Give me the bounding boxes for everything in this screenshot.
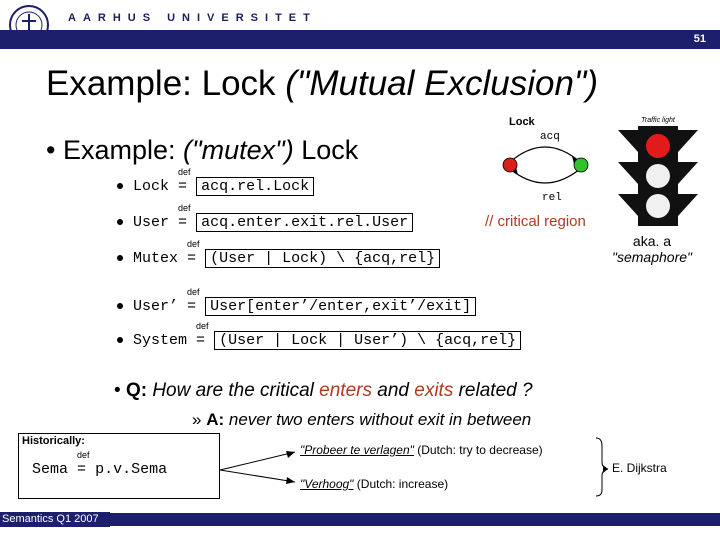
bullet-dot bbox=[117, 255, 123, 261]
rel-transition bbox=[510, 169, 580, 183]
verhoog-quote: "Verhoog" bbox=[300, 477, 354, 491]
acq-transition bbox=[510, 147, 580, 162]
def-rhs: acq.rel.Lock bbox=[196, 177, 314, 196]
main-bullet: • Example: ("mutex") Lock bbox=[46, 135, 359, 165]
brace bbox=[596, 438, 608, 496]
def-lock bbox=[117, 167, 314, 195]
university-name: AARHUS UNIVERSITET bbox=[68, 12, 317, 24]
def-symbol: def = bbox=[196, 321, 209, 349]
q-text1: How are the critical bbox=[147, 380, 320, 401]
rhs-rel: $\overline{rel}$ bbox=[336, 214, 364, 231]
a-text: never two enters without exit in between bbox=[224, 410, 532, 429]
rhs-user: .User bbox=[363, 214, 409, 231]
arrow-to-probeer bbox=[220, 452, 295, 470]
acq-label: acq bbox=[540, 131, 560, 143]
probeer-note: (Dutch: try to decrease) bbox=[413, 443, 543, 457]
verhoog-line bbox=[300, 477, 448, 491]
def-symbol: def = bbox=[187, 239, 200, 267]
header-band bbox=[0, 30, 720, 49]
def-system bbox=[117, 321, 521, 349]
question-line: • Q: How are the critical enters and exits related ? bbox=[114, 380, 533, 401]
bullet-paren: ("mutex") bbox=[183, 135, 294, 165]
brace-arrowhead bbox=[603, 465, 608, 473]
amber-lamp bbox=[646, 164, 670, 188]
aka-line1: aka. a bbox=[632, 233, 672, 249]
probeer-quote: "Probeer te verlagen" bbox=[300, 443, 414, 457]
a-label: A: bbox=[206, 410, 225, 429]
q-exits: exits bbox=[414, 380, 454, 401]
title-paren: ("Mutual Exclusion") bbox=[285, 64, 599, 103]
def-rhs: (User | Lock | User’) \ {acq,rel} bbox=[214, 331, 521, 350]
dijkstra-attribution: E. Dijkstra bbox=[612, 461, 667, 475]
traffic-light-image bbox=[612, 112, 704, 230]
hood-right-1 bbox=[678, 130, 698, 152]
def-label: def bbox=[178, 203, 191, 213]
slide-title bbox=[46, 64, 598, 104]
def-rhs: User[enter’/enter,exit’/exit] bbox=[205, 297, 476, 316]
semaphore-note bbox=[612, 233, 692, 265]
page-number: 51 bbox=[693, 33, 706, 45]
green-lamp bbox=[646, 194, 670, 218]
def-rhs bbox=[196, 213, 413, 232]
footer-label: Semantics Q1 2007 bbox=[0, 512, 110, 527]
arrow-to-verhoog bbox=[220, 470, 295, 482]
bullet-dot bbox=[117, 303, 123, 309]
hood-left-1 bbox=[618, 130, 638, 152]
rhs-exit: .exit. bbox=[282, 214, 337, 231]
def-lhs: User’ bbox=[133, 298, 179, 315]
answer-line bbox=[192, 410, 531, 430]
def-symbol: def = bbox=[178, 203, 191, 231]
critical-region-comment: // critical region bbox=[485, 213, 586, 230]
hood-right-3 bbox=[678, 194, 698, 216]
probeer-line bbox=[300, 443, 543, 457]
def-label: def bbox=[178, 167, 191, 177]
verhoog-note: (Dutch: increase) bbox=[353, 477, 449, 491]
sema-definition bbox=[32, 450, 168, 478]
def-label: def bbox=[77, 450, 90, 460]
state-red bbox=[503, 158, 517, 172]
footer-band bbox=[110, 513, 720, 526]
def-symbol: def = bbox=[187, 287, 200, 315]
lock-diagram-title: Lock bbox=[509, 116, 535, 128]
def-symbol: def = bbox=[77, 450, 90, 478]
def-symbol: def = bbox=[178, 167, 191, 195]
q-enters: enters bbox=[319, 380, 372, 401]
bullet-dot bbox=[117, 219, 123, 225]
bullet-dot bbox=[117, 337, 123, 343]
def-label: def bbox=[196, 321, 209, 331]
red-lamp bbox=[646, 134, 670, 158]
q-and: and bbox=[371, 380, 415, 401]
bullet-dot bbox=[117, 183, 123, 189]
traffic-light-caption: Traffic light bbox=[641, 117, 675, 124]
a-prefix: » bbox=[192, 410, 207, 429]
def-lhs: Lock bbox=[133, 178, 170, 195]
hood-left-2 bbox=[618, 162, 638, 184]
title-main: Example: Lock bbox=[46, 64, 286, 103]
def-lhs: System bbox=[133, 332, 188, 349]
def-rhs: (User | Lock) \ {acq,rel} bbox=[205, 249, 440, 268]
lock-state-diagram bbox=[480, 112, 610, 207]
def-label: def bbox=[187, 287, 200, 297]
rhs-acq: acq. bbox=[201, 214, 238, 231]
sema-rhs: p.v.Sema bbox=[95, 461, 168, 478]
def-lhs: Mutex bbox=[133, 250, 179, 267]
bullet-main: Example: bbox=[62, 135, 184, 165]
aka-line2: "semaphore" bbox=[612, 249, 692, 265]
historically-label: Historically: bbox=[22, 435, 85, 447]
arrowhead-probeer bbox=[286, 451, 295, 458]
q-text2: related ? bbox=[453, 380, 533, 401]
rhs-enter: enter bbox=[237, 214, 283, 231]
rel-label: rel bbox=[542, 192, 562, 204]
hood-right-2 bbox=[678, 162, 698, 184]
def-lhs: User bbox=[133, 214, 170, 231]
def-user bbox=[117, 203, 413, 231]
arrowhead-verhoog bbox=[286, 477, 295, 484]
bullet-tail: Lock bbox=[293, 135, 359, 165]
def-label: def bbox=[187, 239, 200, 249]
def-userprime bbox=[117, 287, 476, 315]
sema-lhs: Sema bbox=[32, 461, 69, 478]
q-label: Q: bbox=[125, 380, 148, 401]
def-mutex bbox=[117, 239, 440, 267]
hood-left-3 bbox=[618, 194, 638, 216]
state-green bbox=[574, 158, 588, 172]
